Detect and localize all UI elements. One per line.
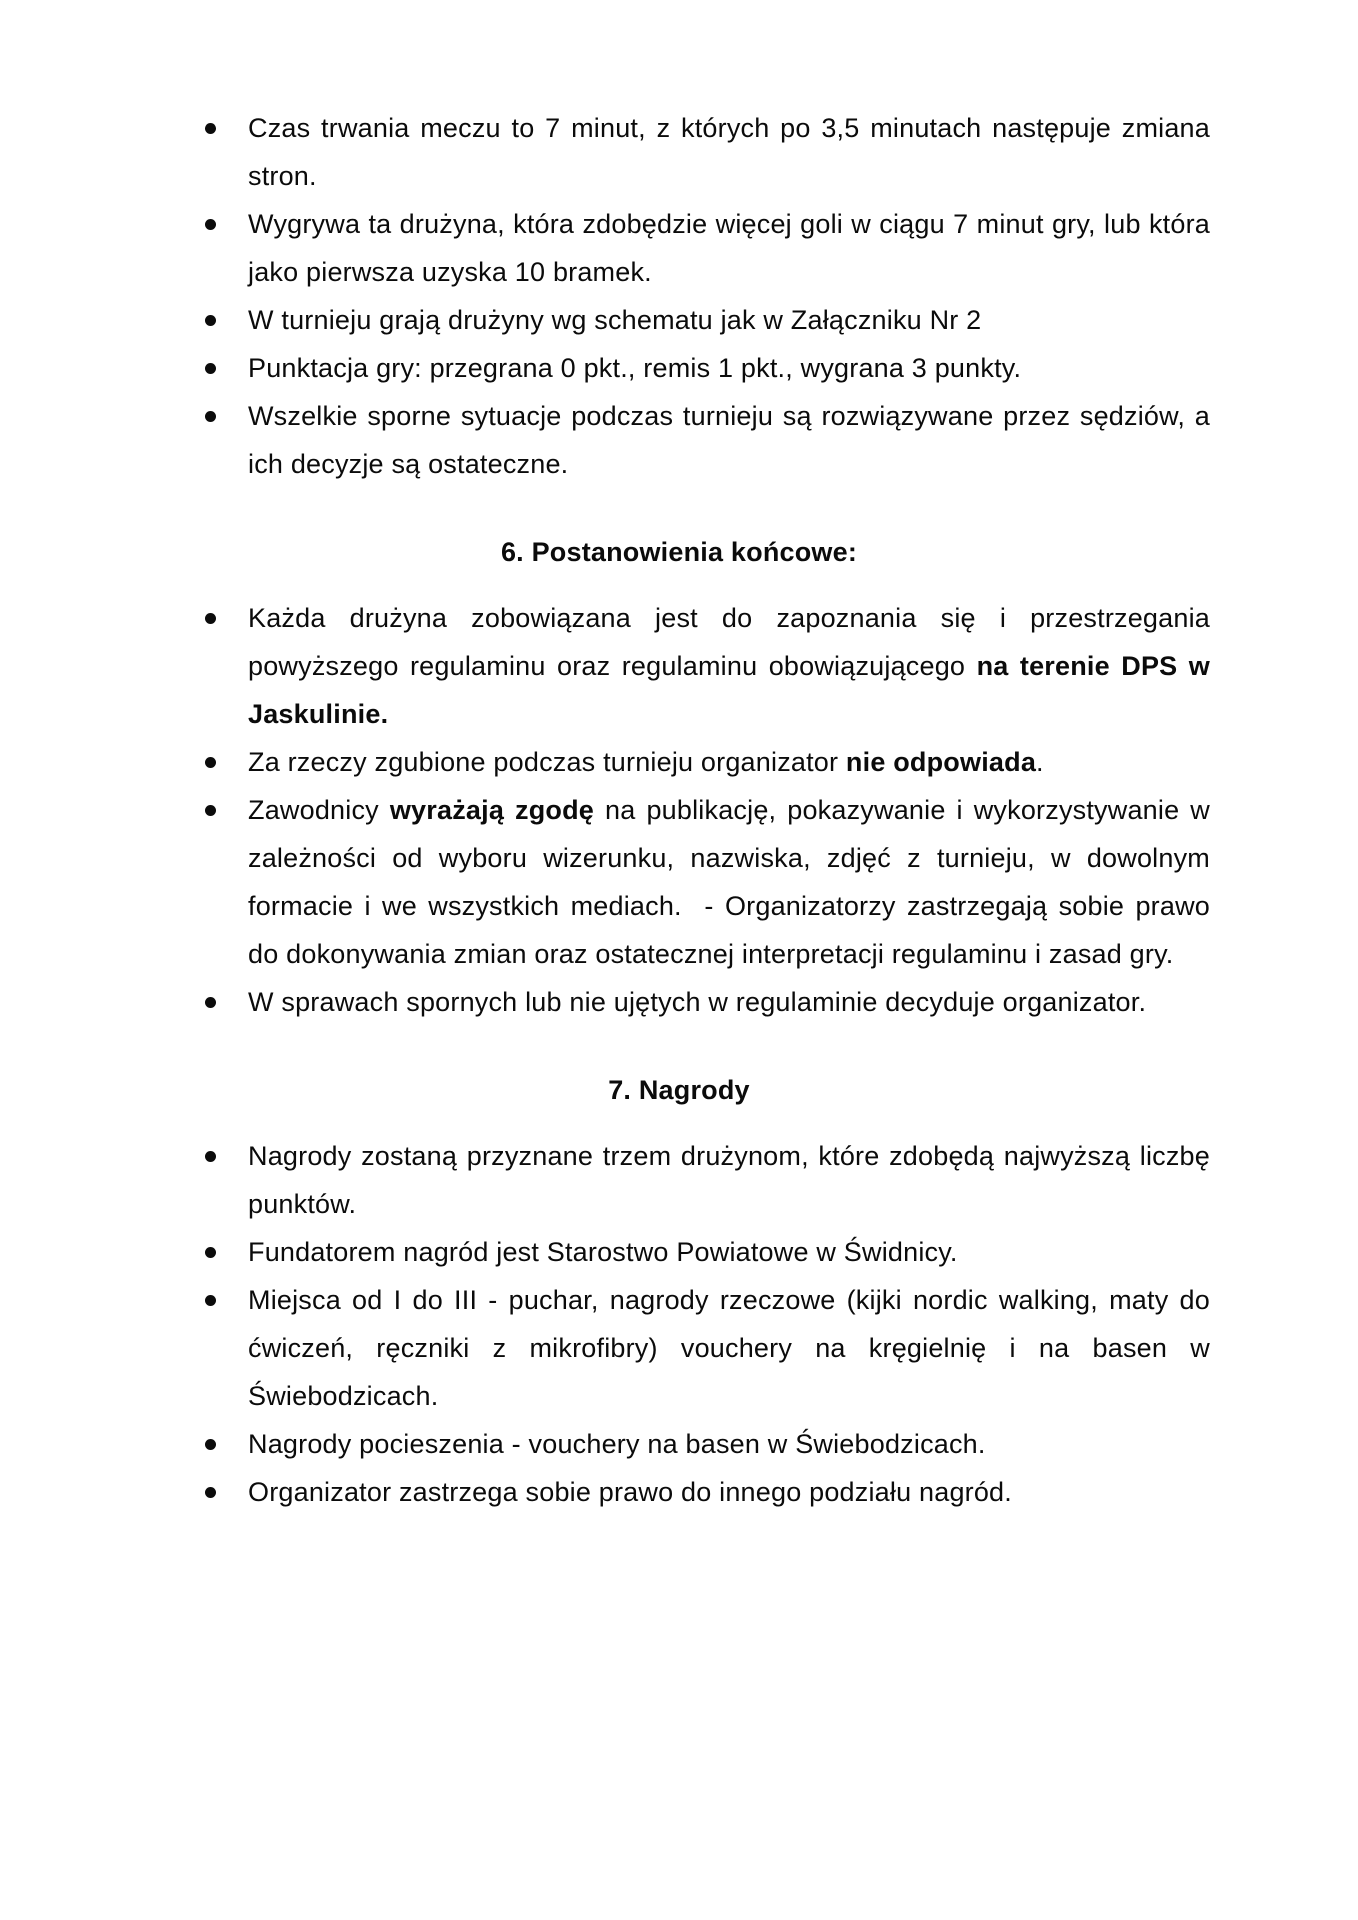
bullet-item bbox=[248, 344, 1210, 392]
text-segment: W turnieju grają drużyny wg schematu jak w Załączniku Nr 2 bbox=[248, 305, 982, 335]
bullet-icon bbox=[205, 123, 216, 134]
awards-list bbox=[0, 1132, 1210, 1516]
bullet-icon bbox=[205, 219, 216, 230]
bullet-icon bbox=[205, 757, 216, 768]
text-segment: Za rzeczy zgubione podczas turnieju organizator bbox=[248, 747, 846, 777]
final-provisions-list bbox=[0, 594, 1210, 1026]
text-segment: W sprawach spornych lub nie ujętych w regulaminie decyduje organizator. bbox=[248, 987, 1147, 1017]
bullet-item bbox=[248, 594, 1210, 738]
text-segment: Organizator zastrzega sobie prawo do innego podziału nagród. bbox=[248, 1477, 1012, 1507]
text-segment: Nagrody pocieszenia - vouchery na basen w Świebodzicach. bbox=[248, 1429, 986, 1459]
bullet-item bbox=[248, 738, 1210, 786]
bullet-item bbox=[248, 1276, 1210, 1420]
bullet-icon bbox=[205, 1295, 216, 1306]
bullet-item bbox=[248, 1420, 1210, 1468]
text-segment: Wygrywa ta drużyna, która zdobędzie więcej goli w ciągu 7 minut gry, lub która jako pierwsza uzyska 10 bramek. bbox=[248, 209, 1210, 287]
bullet-icon bbox=[205, 997, 216, 1008]
bullet-icon bbox=[205, 363, 216, 374]
bullet-item bbox=[248, 392, 1210, 488]
bullet-icon bbox=[205, 315, 216, 326]
bold-text-segment: na terenie DPS w Jaskulinie. bbox=[248, 651, 1210, 729]
bold-text-segment: wyrażają zgodę bbox=[389, 795, 595, 825]
awards-heading: 7. Nagrody bbox=[608, 1075, 750, 1105]
bullet-icon bbox=[205, 1247, 216, 1258]
bullet-item bbox=[248, 978, 1210, 1026]
bullet-item bbox=[248, 296, 1210, 344]
bullet-icon bbox=[205, 1487, 216, 1498]
bullet-item bbox=[248, 1132, 1210, 1228]
bullet-item bbox=[248, 1228, 1210, 1276]
text-segment: na publikację, pokazywanie i wykorzystywanie w zależności od wyboru wizerunku, nazwiska, zdjęć z turnieju, w dowolnym formacie i we wszystkich mediach. - Organizatorzy zastrzegają sobie prawo do dokonywania zmian oraz ostatecznej interpretacji regulaminu i zasad gry. bbox=[248, 795, 1210, 969]
bullet-item bbox=[248, 104, 1210, 200]
text-segment: Każda drużyna zobowiązana jest do zapoznania się i przestrzegania powyższego regulaminu oraz regulaminu obowiązującego bbox=[248, 603, 1210, 681]
text-segment: Czas trwania meczu to 7 minut, z których po 3,5 minutach następuje zmiana stron. bbox=[248, 113, 1210, 191]
bullet-icon bbox=[205, 613, 216, 624]
bullet-item bbox=[248, 1468, 1210, 1516]
bullet-icon bbox=[205, 805, 216, 816]
text-segment: Fundatorem nagród jest Starostwo Powiatowe w Świdnicy. bbox=[248, 1237, 958, 1267]
bullet-item bbox=[248, 786, 1210, 978]
bullet-icon bbox=[205, 1439, 216, 1450]
bullet-icon bbox=[205, 411, 216, 422]
text-segment: Nagrody zostaną przyznane trzem drużynom, które zdobędą najwyższą liczbę punktów. bbox=[248, 1141, 1210, 1219]
intro-rules-list bbox=[0, 104, 1210, 488]
bullet-item bbox=[248, 200, 1210, 296]
bullet-icon bbox=[205, 1151, 216, 1162]
text-segment: Zawodnicy bbox=[248, 795, 390, 825]
text-segment: Punktacja gry: przegrana 0 pkt., remis 1 pkt., wygrana 3 punkty. bbox=[248, 353, 1022, 383]
bold-text-segment: nie odpowiada bbox=[845, 747, 1037, 777]
final-provisions-heading: 6. Postanowienia końcowe: bbox=[500, 537, 858, 567]
text-segment: Miejsca od I do III - puchar, nagrody rzeczowe (kijki nordic walking, maty do ćwiczeń, ręczniki z mikrofibry) vouchery na kręgielnię i na basen w Świebodzicach. bbox=[248, 1285, 1210, 1411]
text-segment: . bbox=[1036, 747, 1044, 777]
text-segment: Wszelkie sporne sytuacje podczas turnieju są rozwiązywane przez sędziów, a ich decyzje są ostateczne. bbox=[248, 401, 1210, 479]
